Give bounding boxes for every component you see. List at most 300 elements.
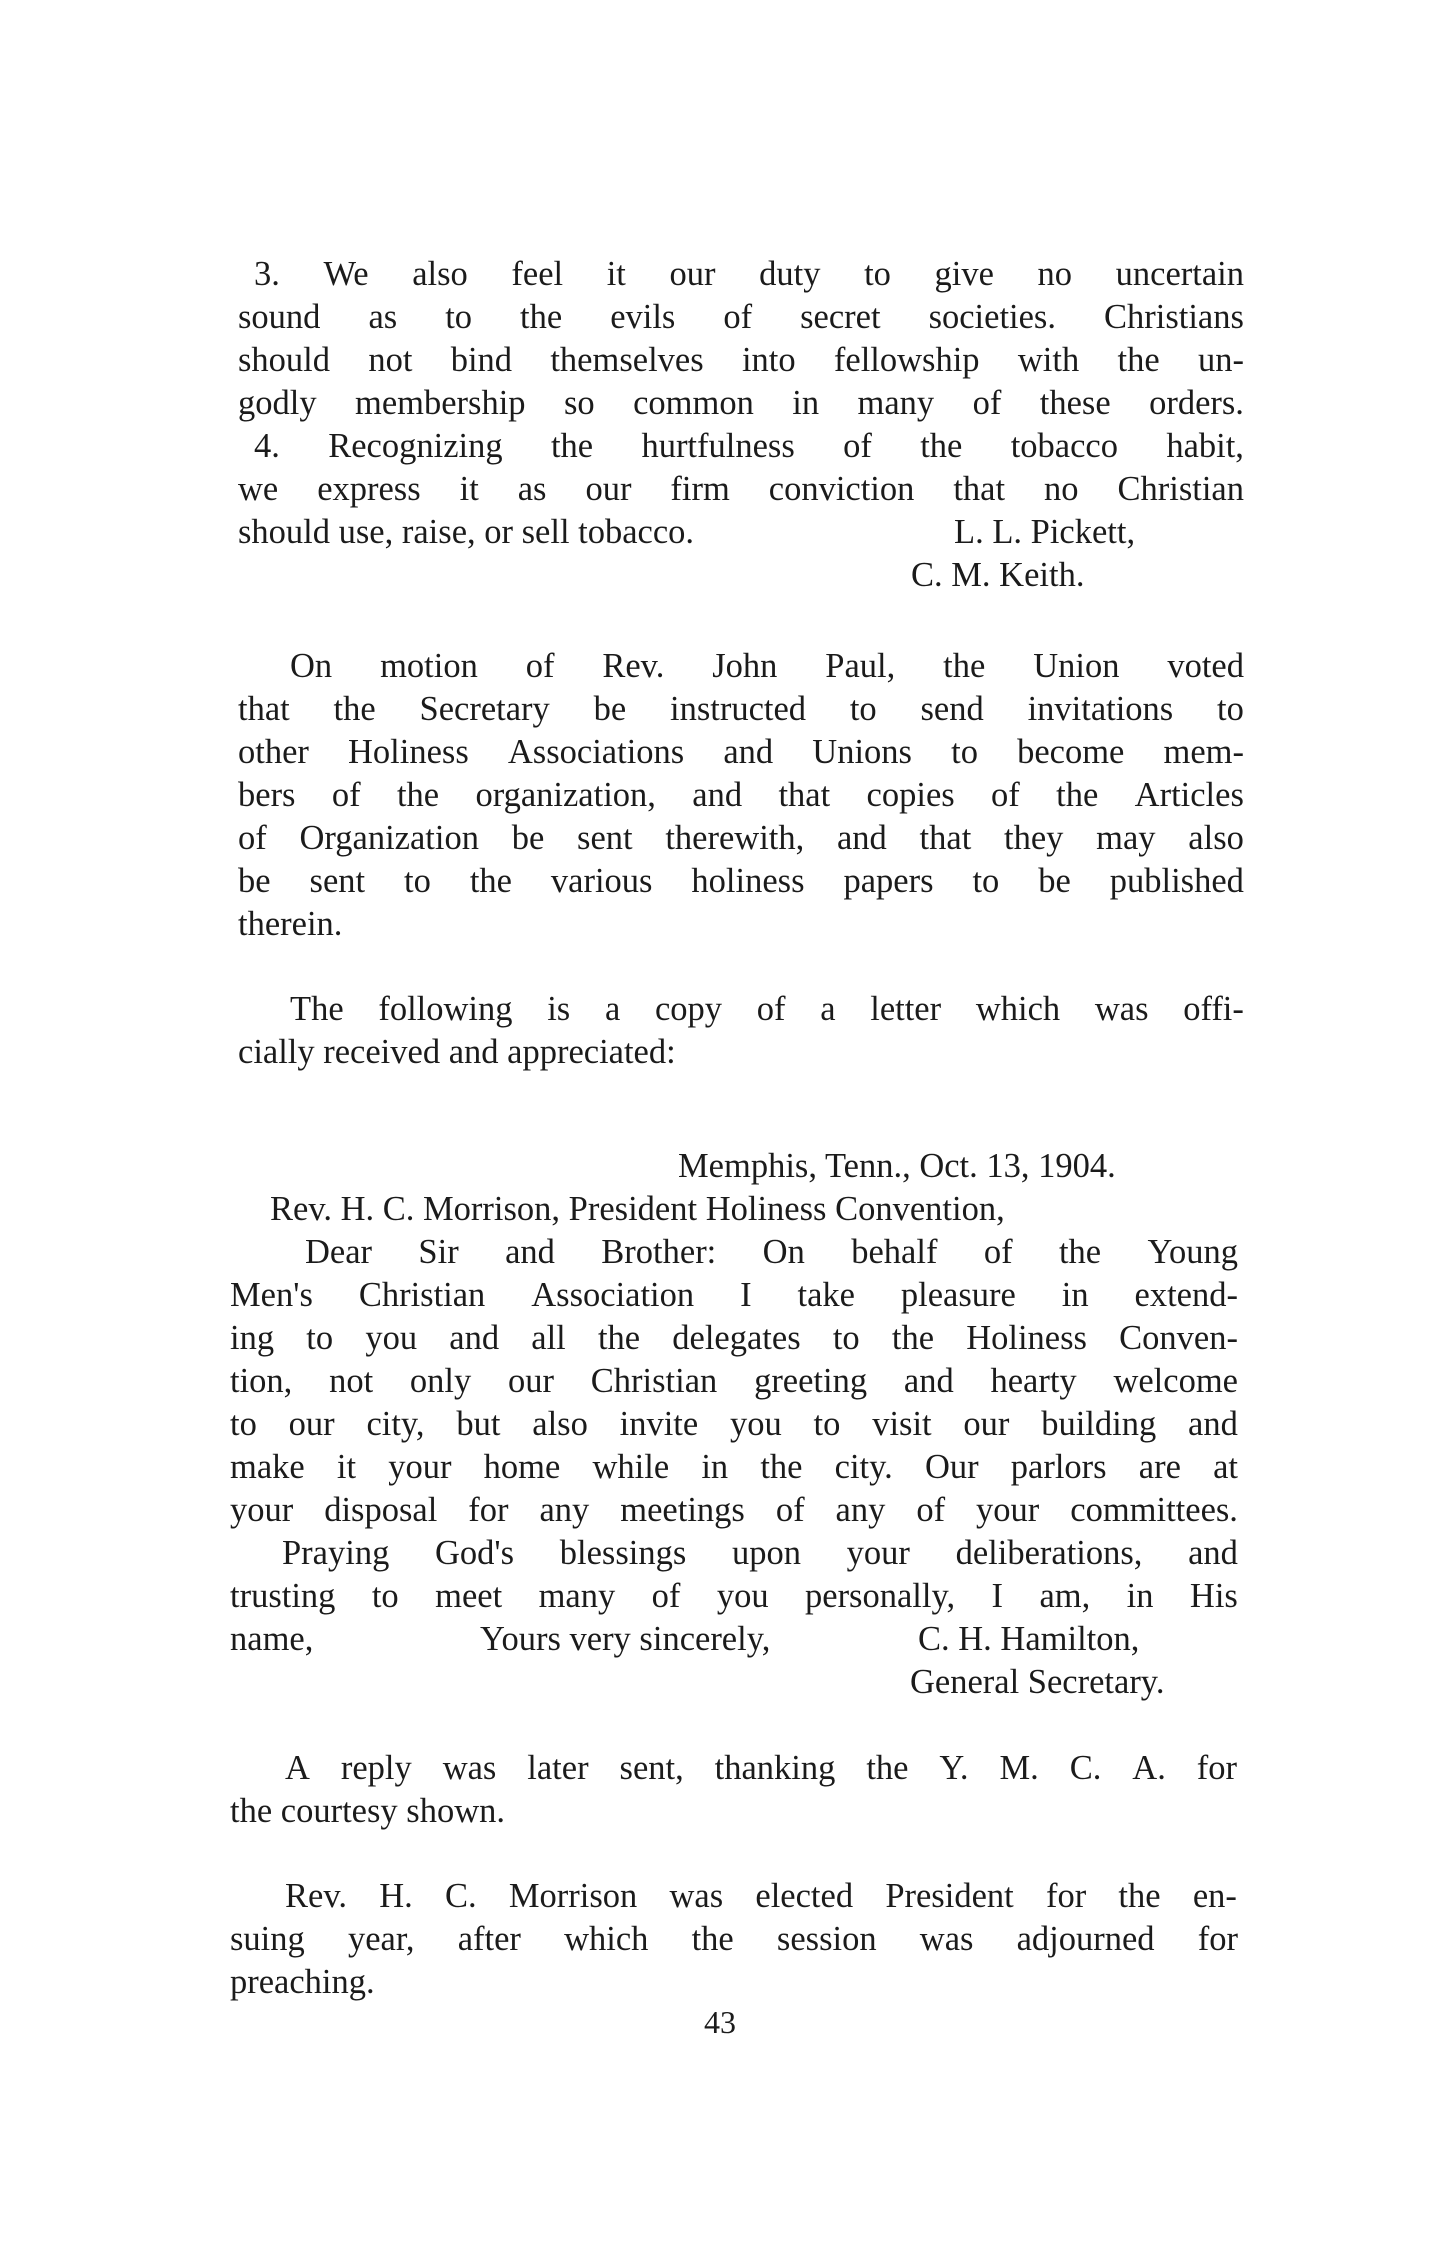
word: be	[1038, 862, 1071, 900]
justified-text	[238, 814, 1244, 862]
word: our	[508, 1362, 555, 1400]
text-line	[0, 1915, 1449, 1963]
word: and	[723, 733, 774, 771]
word: home	[483, 1448, 561, 1486]
word: be	[593, 690, 627, 728]
justified-text	[285, 1872, 1237, 1920]
word: later	[527, 1749, 589, 1787]
word: fellowship	[833, 341, 980, 379]
text-span: preaching.	[230, 1963, 375, 2001]
word: extend-	[1134, 1276, 1238, 1314]
text-line	[0, 985, 1449, 1033]
word: bers	[238, 776, 296, 814]
word: the	[943, 647, 986, 685]
word: offi-	[1183, 990, 1244, 1028]
word: our	[963, 1405, 1010, 1443]
word: M.	[999, 1749, 1039, 1787]
word: to	[230, 1405, 257, 1443]
word: themselves	[550, 341, 704, 379]
word: you	[730, 1405, 782, 1443]
word: Union	[1033, 647, 1120, 685]
word: We	[323, 255, 369, 293]
word: Christians	[1103, 298, 1244, 336]
word: C.	[444, 1877, 477, 1915]
word: you	[716, 1577, 769, 1615]
word: so	[563, 384, 595, 422]
word: only	[409, 1362, 472, 1400]
word: make	[230, 1448, 305, 1486]
justified-text	[254, 422, 1244, 470]
word: no	[1044, 470, 1079, 508]
word: upon	[731, 1534, 801, 1572]
word: welcome	[1113, 1362, 1238, 1400]
word: firm	[670, 470, 730, 508]
text-line	[0, 642, 1449, 690]
word: greeting	[754, 1362, 868, 1400]
word: Christian	[358, 1276, 486, 1314]
word: behalf	[851, 1233, 938, 1271]
text-line	[0, 551, 1449, 599]
word: not	[329, 1362, 374, 1400]
word: the	[891, 1319, 935, 1357]
letter-dateline	[0, 1142, 1449, 1190]
word: into	[741, 341, 796, 379]
text-line	[0, 1028, 1449, 1076]
word: and	[1188, 1534, 1238, 1572]
word: to	[813, 1405, 841, 1443]
word: for	[1197, 1920, 1238, 1958]
text-line	[0, 379, 1449, 427]
text-line	[0, 1228, 1449, 1276]
word: Praying	[282, 1534, 390, 1572]
word: other	[238, 733, 309, 771]
justified-text	[230, 1572, 1238, 1620]
word: Recognizing	[328, 427, 503, 465]
word: it	[606, 255, 626, 293]
word: Young	[1147, 1233, 1238, 1271]
word: invite	[619, 1405, 699, 1443]
text-line	[0, 508, 1449, 556]
signer-name: C. M. Keith.	[911, 556, 1085, 594]
word: the	[1056, 776, 1099, 814]
word: papers	[843, 862, 934, 900]
text-line	[0, 465, 1449, 513]
word: delegates	[672, 1319, 801, 1357]
word: send	[920, 690, 984, 728]
word: en-	[1192, 1877, 1237, 1915]
word: sent,	[619, 1749, 684, 1787]
word: Holiness	[966, 1319, 1087, 1357]
word: become	[1017, 733, 1125, 771]
word: motion	[380, 647, 478, 685]
word: it	[336, 1448, 357, 1486]
word: mem-	[1163, 733, 1244, 771]
word: building	[1041, 1405, 1157, 1443]
word: common	[633, 384, 754, 422]
word: no	[1037, 255, 1073, 293]
word: it	[459, 470, 479, 508]
word: I	[740, 1276, 752, 1314]
text-line	[0, 1314, 1449, 1362]
text-line	[0, 1529, 1449, 1577]
word: not	[368, 341, 413, 379]
word: to	[972, 862, 1000, 900]
justified-text	[238, 336, 1244, 384]
text-line	[0, 422, 1449, 470]
justified-text	[230, 1400, 1238, 1448]
text-line	[0, 250, 1449, 298]
word: be	[238, 862, 271, 900]
word: Association	[531, 1276, 695, 1314]
word: John	[712, 647, 778, 685]
justified-text	[238, 685, 1244, 733]
text-line	[0, 1486, 1449, 1534]
word: tobacco	[1010, 427, 1118, 465]
word: a	[604, 990, 621, 1028]
word: meet	[435, 1577, 503, 1615]
text-line	[0, 685, 1449, 733]
word: of	[756, 990, 786, 1028]
dateline-text: Memphis, Tenn., Oct. 13, 1904.	[678, 1147, 1116, 1185]
word: and	[505, 1233, 555, 1271]
word: also	[412, 255, 468, 293]
word: the	[1118, 1877, 1161, 1915]
word: habit,	[1166, 427, 1244, 465]
word: A.	[1132, 1749, 1166, 1787]
word: year,	[347, 1920, 415, 1958]
text-line	[0, 1658, 1449, 1706]
text-span: therein.	[238, 905, 343, 943]
justified-text	[290, 985, 1244, 1033]
word: be	[511, 819, 545, 857]
text-line	[0, 1872, 1449, 1920]
closing-sincerely: Yours very sincerely,	[480, 1620, 771, 1658]
word: to	[849, 690, 877, 728]
text-line	[0, 728, 1449, 776]
word: the	[760, 1448, 803, 1486]
word: a	[820, 990, 836, 1028]
word: societies.	[928, 298, 1056, 336]
word: and	[836, 819, 887, 857]
word: suing	[230, 1920, 305, 1958]
justified-text	[230, 1314, 1238, 1362]
word: should	[238, 341, 331, 379]
addressee-text: Rev. H. C. Morrison, President Holiness Convention,	[270, 1190, 1005, 1228]
justified-text	[230, 1443, 1238, 1491]
text-line	[0, 857, 1449, 905]
closing-name: name,	[230, 1620, 314, 1658]
word: Organization	[299, 819, 479, 857]
word: was	[442, 1749, 497, 1787]
word: evils	[610, 298, 676, 336]
word: Dear	[305, 1233, 373, 1271]
word: was	[669, 1877, 724, 1915]
word: many	[857, 384, 935, 422]
word: un-	[1197, 341, 1244, 379]
word: of	[843, 427, 872, 465]
letter-closing	[0, 1615, 1449, 1663]
word: Associations	[507, 733, 685, 771]
word: 3.	[254, 255, 280, 293]
word: Men's	[230, 1276, 313, 1314]
word: organization,	[475, 776, 656, 814]
word: the	[597, 1319, 641, 1357]
word: I	[991, 1577, 1004, 1615]
word: Our	[924, 1448, 979, 1486]
word: hurtfulness	[641, 427, 795, 465]
word: of	[991, 776, 1020, 814]
word: Paul,	[825, 647, 896, 685]
word: these	[1039, 384, 1111, 422]
justified-text	[238, 728, 1244, 776]
word: Secretary	[419, 690, 550, 728]
justified-text	[238, 379, 1244, 427]
word: sent	[309, 862, 366, 900]
word: parlors	[1010, 1448, 1107, 1486]
word: as	[368, 298, 398, 336]
letter-addressee	[0, 1185, 1449, 1233]
word: H.	[379, 1877, 413, 1915]
word: Sir	[418, 1233, 459, 1271]
word: Morrison	[508, 1877, 638, 1915]
word: in	[1126, 1577, 1154, 1615]
word: invitations	[1027, 690, 1174, 728]
text-span: cially received and appreciated:	[238, 1033, 676, 1071]
word: holiness	[691, 862, 805, 900]
word: that	[953, 470, 1006, 508]
justified-text	[230, 1271, 1238, 1319]
word: of	[775, 1491, 805, 1529]
text-line	[0, 336, 1449, 384]
page-number: 43	[704, 2004, 736, 2040]
word: any	[539, 1491, 590, 1529]
word: reply	[340, 1749, 412, 1787]
word: in	[1061, 1276, 1089, 1314]
word: they	[1004, 819, 1064, 857]
word: and	[449, 1319, 500, 1357]
word: copies	[866, 776, 955, 814]
word: for	[1196, 1749, 1237, 1787]
word: Rev.	[602, 647, 665, 685]
text-line	[0, 1958, 1449, 2006]
word: of	[723, 298, 753, 336]
word: visit	[872, 1405, 932, 1443]
justified-text	[230, 1357, 1238, 1405]
word: the	[1117, 341, 1160, 379]
word: uncertain	[1115, 255, 1244, 293]
word: deliberations,	[955, 1534, 1143, 1572]
word: thanking	[714, 1749, 836, 1787]
word: the	[396, 776, 440, 814]
word: and	[903, 1362, 954, 1400]
word: of	[238, 819, 267, 857]
word: hearty	[990, 1362, 1077, 1400]
word: was	[1094, 990, 1149, 1028]
text-line	[0, 293, 1449, 341]
word: various	[550, 862, 653, 900]
word: therewith,	[665, 819, 805, 857]
word: tion,	[230, 1362, 293, 1400]
word: our	[669, 255, 716, 293]
text-line	[0, 1787, 1449, 1835]
word: also	[1188, 819, 1244, 857]
word: express	[317, 470, 421, 508]
word: following	[378, 990, 513, 1028]
word: but	[456, 1405, 501, 1443]
word: give	[934, 255, 994, 293]
word: that	[238, 690, 290, 728]
text-line	[0, 1744, 1449, 1792]
word: am,	[1039, 1577, 1091, 1615]
word: are	[1138, 1448, 1181, 1486]
word: to	[832, 1319, 860, 1357]
text-span: the courtesy shown.	[230, 1792, 505, 1830]
word: with	[1017, 341, 1080, 379]
word: letter	[870, 990, 942, 1028]
justified-text	[254, 250, 1244, 298]
word: to	[445, 298, 473, 336]
word: we	[238, 470, 279, 508]
word: feel	[511, 255, 564, 293]
word: elected	[755, 1877, 854, 1915]
word: His	[1189, 1577, 1238, 1615]
text-line	[0, 771, 1449, 819]
word: sent	[577, 819, 633, 857]
word: secret	[800, 298, 881, 336]
word: ing	[230, 1319, 275, 1357]
word: of	[525, 647, 555, 685]
word: The	[290, 990, 344, 1028]
word: orders.	[1149, 384, 1244, 422]
word: to	[1217, 690, 1244, 728]
word: C.	[1069, 1749, 1102, 1787]
word: our	[585, 470, 632, 508]
word: you	[365, 1319, 418, 1357]
word: On	[290, 647, 333, 685]
word: Holiness	[348, 733, 469, 771]
justified-text	[238, 465, 1244, 513]
word: instructed	[669, 690, 807, 728]
word: blessings	[559, 1534, 687, 1572]
word: God's	[435, 1534, 515, 1572]
word: disposal	[324, 1491, 438, 1529]
word: A	[285, 1749, 310, 1787]
word: city,	[366, 1405, 425, 1443]
word: that	[919, 819, 972, 857]
word: voted	[1167, 647, 1244, 685]
word: Brother:	[601, 1233, 717, 1271]
word: meetings	[620, 1491, 745, 1529]
word: conviction	[768, 470, 915, 508]
word: for	[468, 1491, 509, 1529]
word: your	[230, 1491, 294, 1529]
word: all	[531, 1319, 566, 1357]
word: for	[1045, 1877, 1087, 1915]
word: Unions	[812, 733, 912, 771]
word: which	[564, 1920, 649, 1958]
word: pleasure	[900, 1276, 1016, 1314]
word: city.	[834, 1448, 893, 1486]
text-line	[0, 1572, 1449, 1620]
justified-text	[282, 1529, 1238, 1577]
justified-text	[230, 1486, 1238, 1534]
word: of	[331, 776, 361, 814]
word: at	[1213, 1448, 1238, 1486]
word: President	[885, 1877, 1014, 1915]
word: sound	[238, 298, 321, 336]
word: session	[776, 1920, 877, 1958]
word: the	[520, 298, 563, 336]
word: the	[550, 427, 594, 465]
word: to	[864, 255, 891, 293]
word: take	[797, 1276, 855, 1314]
justified-text	[285, 1744, 1237, 1792]
word: as	[517, 470, 547, 508]
word: to	[306, 1319, 334, 1357]
word: of	[916, 1491, 946, 1529]
word: Christian	[590, 1362, 718, 1400]
word: the	[920, 427, 963, 465]
word: any	[835, 1491, 886, 1529]
word: of	[972, 384, 1002, 422]
text-line	[0, 1443, 1449, 1491]
text-line	[0, 1271, 1449, 1319]
word: your	[846, 1534, 910, 1572]
word: membership	[355, 384, 526, 422]
word: bind	[450, 341, 513, 379]
word: the	[1058, 1233, 1102, 1271]
text-line	[0, 814, 1449, 862]
signer-name: L. L. Pickett,	[954, 513, 1136, 551]
word: On	[762, 1233, 805, 1271]
justified-text	[238, 857, 1244, 905]
word: and	[1188, 1405, 1238, 1443]
word: which	[975, 990, 1061, 1028]
word: and	[692, 776, 743, 814]
word: to	[371, 1577, 399, 1615]
word: the	[469, 862, 512, 900]
word: of	[983, 1233, 1013, 1271]
word: published	[1109, 862, 1244, 900]
word: may	[1096, 819, 1156, 857]
word: duty	[759, 255, 821, 293]
word: many	[538, 1577, 616, 1615]
word: that	[778, 776, 831, 814]
word: our	[288, 1405, 335, 1443]
word: Conven-	[1119, 1319, 1238, 1357]
word: personally,	[805, 1577, 956, 1615]
justified-text	[305, 1228, 1238, 1276]
word: your	[388, 1448, 452, 1486]
letter-signer: C. H. Hamilton,	[918, 1620, 1140, 1658]
signer-title: General Secretary.	[910, 1663, 1165, 1701]
word: also	[532, 1405, 588, 1443]
word: your	[976, 1491, 1040, 1529]
word: in	[701, 1448, 729, 1486]
word: to	[404, 862, 431, 900]
word: while	[592, 1448, 670, 1486]
word: copy	[654, 990, 723, 1028]
word: 4.	[254, 427, 280, 465]
text-line	[0, 900, 1449, 948]
word: is	[547, 990, 571, 1028]
word: Y.	[939, 1749, 969, 1787]
word: to	[951, 733, 978, 771]
text-line	[0, 1400, 1449, 1448]
text-line	[0, 1357, 1449, 1405]
word: after	[457, 1920, 521, 1958]
word: the	[333, 690, 376, 728]
